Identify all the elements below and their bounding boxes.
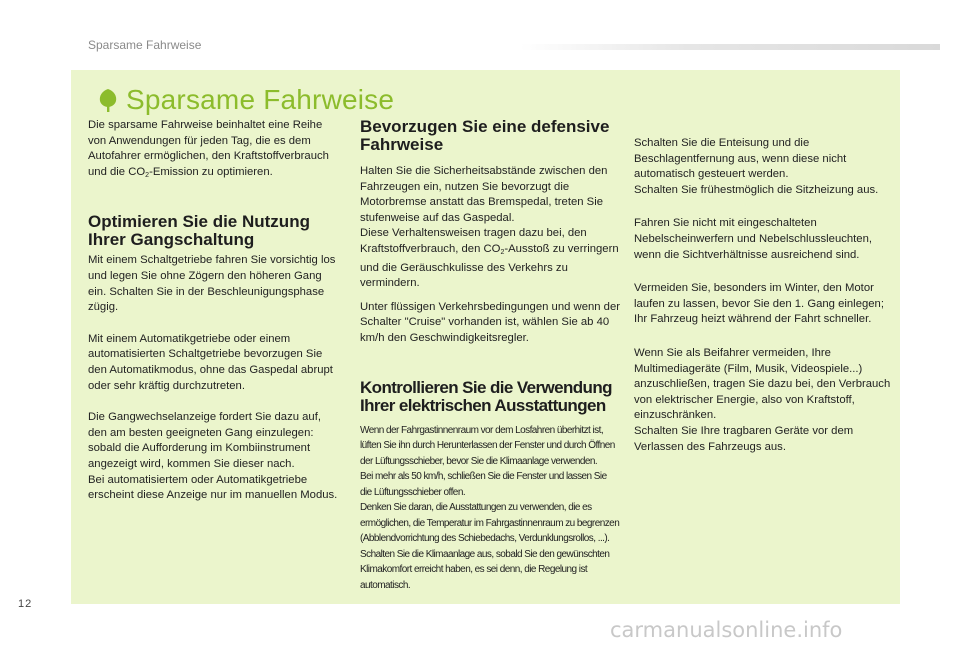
main-title: Sparsame Fahrweise: [126, 84, 395, 115]
paragraph: Mit einem Schaltgetriebe fahren Sie vorsichtig los und legen Sie ohne Zögern den höheren Gang ein. Schalten Sie in der Beschleunigungsphase zügig.: [88, 254, 336, 314]
main-title-row: [98, 84, 394, 116]
paragraph: Bei mehr als 50 km/h, schließen Sie die Fenster und lassen Sie die Lüftungsschieber offen.: [360, 471, 607, 498]
paragraph: Vermeiden Sie, besonders im Winter, den Motor laufen zu lassen, bevor Sie den 1. Gang einlegen; Ihr Fahrzeug heizt während der Fahrt schneller.: [634, 282, 884, 326]
heading-electrical-equipment: Kontrollieren Sie die Verwendung Ihrer elektrischen Ausstattungen: [360, 377, 612, 415]
paragraph: Halten Sie die Sicherheitsabstände zwischen den Fahrzeugen ein, nutzen Sie bevorzugt die Motorbremse anstatt das Bremspedal, treten Sie stufenweise auf das Gaspedal.: [360, 165, 608, 224]
column-2: [360, 118, 620, 593]
paragraph: Schalten Sie die Klimaanlage aus, sobald Sie den gewünschten Klimakomfort erreicht haben, es sei denn, die Regelung ist automatisch.: [360, 548, 610, 591]
paragraph: Schalten Sie Ihre tragbaren Geräte vor dem Verlassen des Fahrzeugs aus.: [634, 424, 854, 453]
column-3: [634, 136, 896, 465]
paragraph: Fahren Sie nicht mit eingeschalteten Nebelscheinwerfern und Nebelschlussleuchten, wenn die Sichtverhältnisse ausreichend sind.: [634, 217, 873, 261]
paragraph: Schalten Sie die Enteisung und die Beschlagentfernung aus, wenn diese nicht automatisch gesteuert werden.: [634, 137, 847, 181]
intro-paragraph: Die sparsame Fahrweise beinhaltet eine Reihe von Anwendungen für jeden Tag, die es dem Autofahrer ermöglichen, den Kraftstoffverbrauch und die $CO_2$-Emission zu optimieren.: [88, 119, 329, 179]
paragraph: Diese Verhaltensweisen tragen dazu bei, den Kraftstoffverbrauch, den $CO_2$-Ausstoß zu verringern und die Geräuschkulisse des Verkehrs zu vermindern.: [360, 227, 619, 290]
paragraph: Wenn der Fahrgastinnenraum vor dem Losfahren überhitzt ist, lüften Sie ihn durch Herunterlassen der Fenster und durch Öffnen der Lüftungsschieber, bevor Sie die Klimaanlage verwenden.: [360, 424, 615, 467]
paragraph: Mit einem Automatikgetriebe oder einem automatisierten Schaltgetriebe bevorzugen Sie den Automatikmodus, ohne das Gaspedal abrupt oder sehr kräftig durchzutreten.: [88, 332, 333, 392]
paragraph: Denken Sie daran, die Ausstattungen zu verwenden, die es ermöglichen, die Temperatur im Fahrgastinnenraum zu begrenzen (Abblendvorrichtung des Schiebedachs, Verdunklungsrollos, ...).: [360, 502, 620, 545]
column-1: [88, 118, 340, 514]
header-divider: [520, 44, 940, 50]
heading-defensive-driving: Bevorzugen Sie eine defensive Fahrweise: [360, 117, 610, 154]
leaf-icon: [98, 88, 118, 112]
paragraph: Unter flüssigen Verkehrsbedingungen und wenn der Schalter "Cruise" vorhanden ist, wählen Sie ab 40 km/h den Geschwindigkeitsregler.: [360, 300, 621, 344]
watermark: carmanualsonline.info: [610, 618, 843, 642]
header-title: Sparsame Fahrweise: [88, 38, 202, 52]
narrow-text-block: [360, 423, 620, 594]
paragraph: Wenn Sie als Beifahrer vermeiden, Ihre Multimediageräte (Film, Musik, Videospiele...) anzuschließen, tragen Sie dazu bei, den Verbrauch von elektrischer Energie, also von Kraftstoff, einzuschränken.: [634, 346, 891, 422]
heading-gear-usage: Optimieren Sie die Nutzung Ihrer Gangschaltung: [88, 212, 310, 250]
paragraph: Die Gangwechselanzeige fordert Sie dazu auf, den am besten geeigneten Gang einzulegen: sobald die Aufforderung im Kombiinstrument angezeigt wird, kommen Sie dieser nach.: [88, 411, 321, 470]
page-number: 12: [18, 598, 33, 610]
paragraph: Schalten Sie frühestmöglich die Sitzheizung aus.: [634, 183, 879, 196]
paragraph: Bei automatisiertem oder Automatikgetriebe erscheint diese Anzeige nur im manuellen Modus.: [88, 473, 338, 502]
